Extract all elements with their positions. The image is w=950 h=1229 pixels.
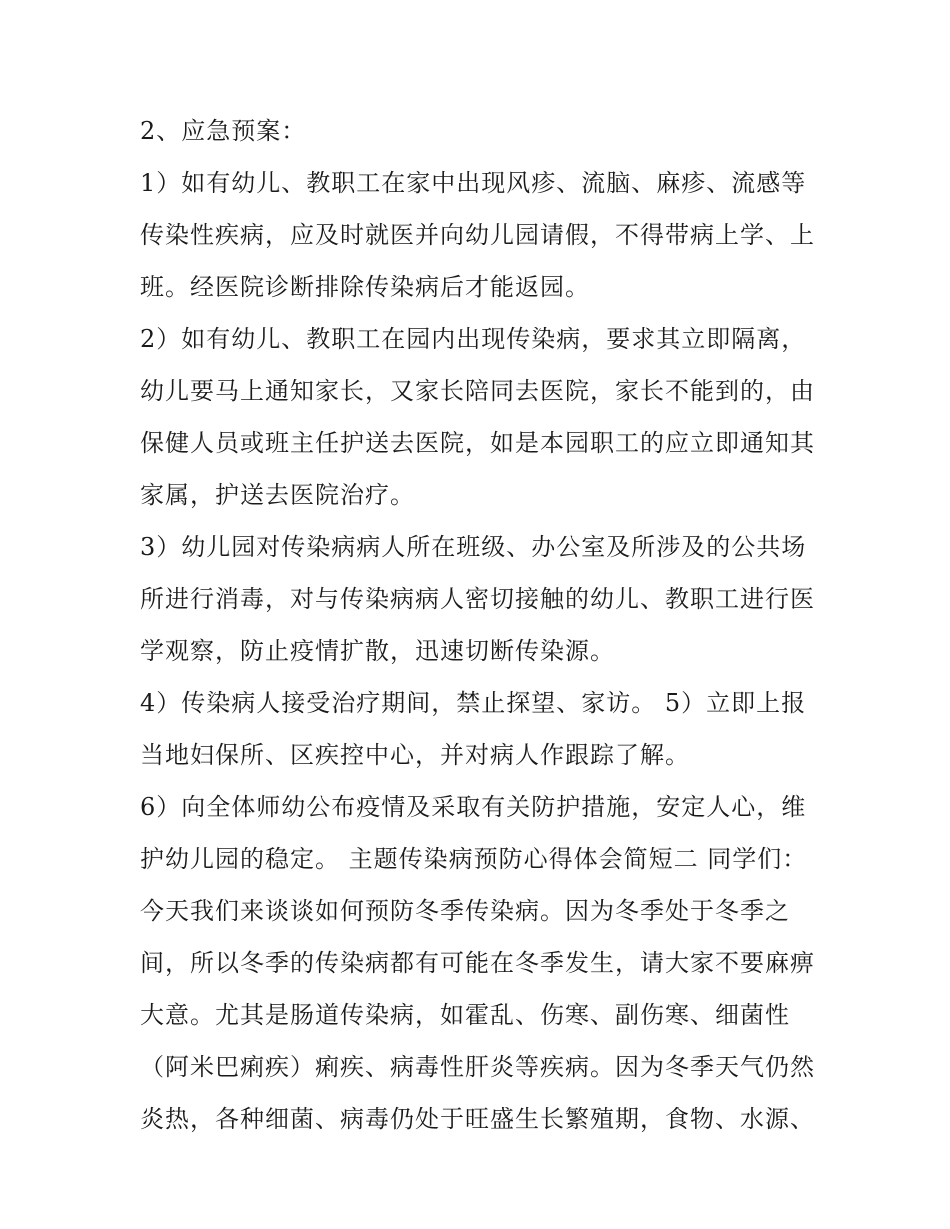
text-line: 6）向全体师幼公布疫情及采取有关防护措施，安定人心，维 (140, 793, 807, 821)
text-line: 间，所以冬季的传染病都有可能在冬季发生，请大家不要麻痹 (140, 949, 815, 977)
text-line: 3）幼儿园对传染病病人所在班级、办公室及所涉及的公共场 (140, 533, 807, 561)
text-line: 大意。尤其是肠道传染病，如霍乱、伤寒、副伤寒、细菌性 (140, 1001, 790, 1029)
text-line: 传染性疾病，应及时就医并向幼儿园请假，不得带病上学、上 (140, 221, 815, 249)
text-line: （阿米巴痢疾）痢疾、病毒性肝炎等疾病。因为冬季天气仍然 (140, 1053, 815, 1081)
text-line: 班。经医院诊断排除传染病后才能返园。 (140, 273, 590, 301)
text-line: 1）如有幼儿、教职工在家中出现风疹、流脑、麻疹、流感等 (140, 169, 807, 197)
text-line: 保健人员或班主任护送去医院，如是本园职工的应立即通知其 (140, 429, 815, 457)
text-line: 2）如有幼儿、教职工在园内出现传染病，要求其立即隔离， (140, 325, 807, 353)
text-line: 所进行消毒，对与传染病病人密切接触的幼儿、教职工进行医 (140, 585, 815, 613)
text-line: 2、应急预案： (140, 117, 307, 145)
text-line: 当地妇保所、区疾控中心，并对病人作跟踪了解。 (140, 741, 690, 769)
document-body (140, 111, 820, 1151)
text-line: 护幼儿园的稳定。 主题传染病预防心得体会简短二 同学们： (140, 845, 808, 873)
text-line: 幼儿要马上通知家长，又家长陪同去医院，家长不能到的，由 (140, 377, 815, 405)
text-line: 学观察，防止疫情扩散，迅速切断传染源。 (140, 637, 615, 665)
text-line: 炎热，各种细菌、病毒仍处于旺盛生长繁殖期，食物、水源、 (140, 1105, 815, 1133)
text-line: 今天我们来谈谈如何预防冬季传染病。因为冬季处于冬季之 (140, 897, 790, 925)
text-line: 4）传染病人接受治疗期间，禁止探望、家访。 5）立即上报 (140, 689, 807, 717)
text-line: 家属，护送去医院治疗。 (140, 481, 415, 509)
